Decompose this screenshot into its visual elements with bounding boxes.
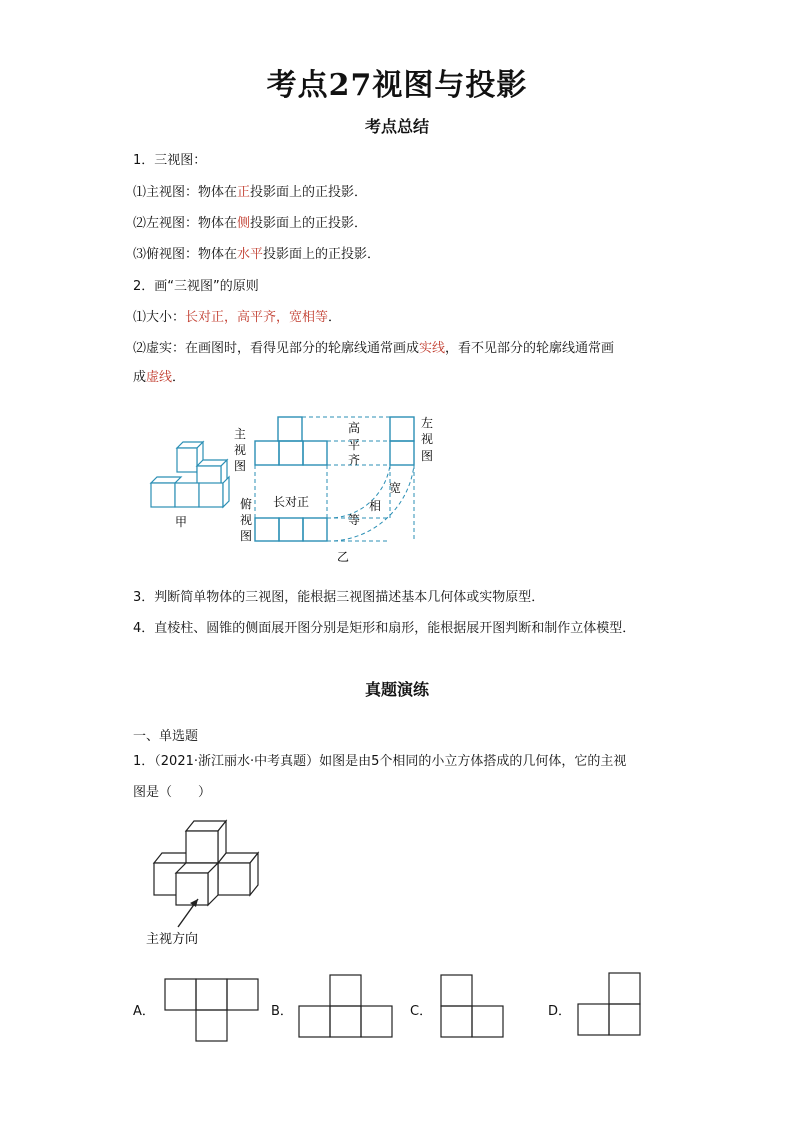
top-view-grid	[255, 518, 327, 541]
summary-line-8: 成虚线．	[133, 370, 186, 385]
label-top-1: 俯	[239, 497, 253, 511]
question-text-line-1: 1．（2021·浙江丽水·中考真题）如图是由5个相同的小立方体搭成的几何体，它的主视	[133, 754, 627, 769]
label-left-2: 视	[420, 432, 434, 446]
label-high-1: 高	[347, 421, 361, 435]
label-top-2: 视	[239, 513, 253, 527]
label-long: 长对正	[272, 495, 310, 509]
summary-line-3: ⑵左视图：物体在侧投影面上的正投影．	[133, 216, 368, 231]
option-b-figure[interactable]	[298, 974, 393, 1039]
left-view-grid	[390, 417, 414, 465]
label-front-3: 图	[233, 459, 247, 473]
section-heading-practice: 真题演练	[364, 680, 429, 699]
summary-line-9: 3．判断简单物体的三视图，能根据三视图描述基本几何体或实物原型．	[133, 590, 545, 605]
front-view-grid	[255, 417, 327, 465]
direction-label: 主视方向	[145, 932, 199, 947]
summary-line-2: ⑴主视图：物体在正投影面上的正投影．	[133, 185, 368, 200]
label-high-2: 平	[347, 438, 361, 452]
option-a-label[interactable]: A．	[133, 1004, 155, 1019]
three-view-diagram	[145, 410, 445, 575]
option-d-figure[interactable]	[577, 972, 642, 1037]
page-title: 考点27视图与投影	[266, 68, 528, 103]
label-top-3: 图	[239, 529, 253, 543]
question-type: 一、单选题	[133, 729, 199, 744]
label-front-2: 视	[233, 443, 247, 457]
cube-figure-jia	[151, 442, 229, 507]
question-text-line-2: 图是（ ）	[133, 785, 212, 800]
question-solid-figure	[130, 815, 270, 950]
label-high-3: 齐	[347, 453, 361, 467]
summary-line-6: ⑴大小：长对正，高平齐，宽相等．	[133, 310, 342, 325]
summary-line-10: 4．直棱柱、圆锥的侧面展开图分别是矩形和扇形，能根据展开图判断和制作立体模型．	[133, 621, 636, 636]
label-left-3: 图	[420, 449, 434, 463]
summary-line-7: ⑵虚实：在画图时，看得见部分的轮廓线通常画成实线，看不见部分的轮廓线通常画	[133, 341, 615, 356]
summary-line-1: 1．三视图：	[133, 153, 207, 168]
option-b-label[interactable]: B．	[271, 1004, 293, 1019]
label-wide-1: 宽	[388, 481, 402, 495]
label-jia: 甲	[174, 515, 188, 529]
option-c-figure[interactable]	[440, 974, 505, 1039]
label-left-1: 左	[420, 416, 434, 430]
summary-line-5: 2．画“三视图”的原则	[133, 279, 259, 294]
section-heading-summary: 考点总结	[364, 117, 429, 136]
label-front-1: 主	[233, 427, 247, 441]
option-c-label[interactable]: C．	[410, 1004, 433, 1019]
label-yi: 乙	[336, 550, 350, 564]
label-wide-2: 相	[368, 499, 382, 513]
label-wide-3: 等	[347, 513, 361, 527]
option-a-figure[interactable]	[164, 978, 259, 1043]
option-d-label[interactable]: D．	[548, 1004, 572, 1019]
summary-line-4: ⑶俯视图：物体在水平投影面上的正投影．	[133, 247, 381, 262]
